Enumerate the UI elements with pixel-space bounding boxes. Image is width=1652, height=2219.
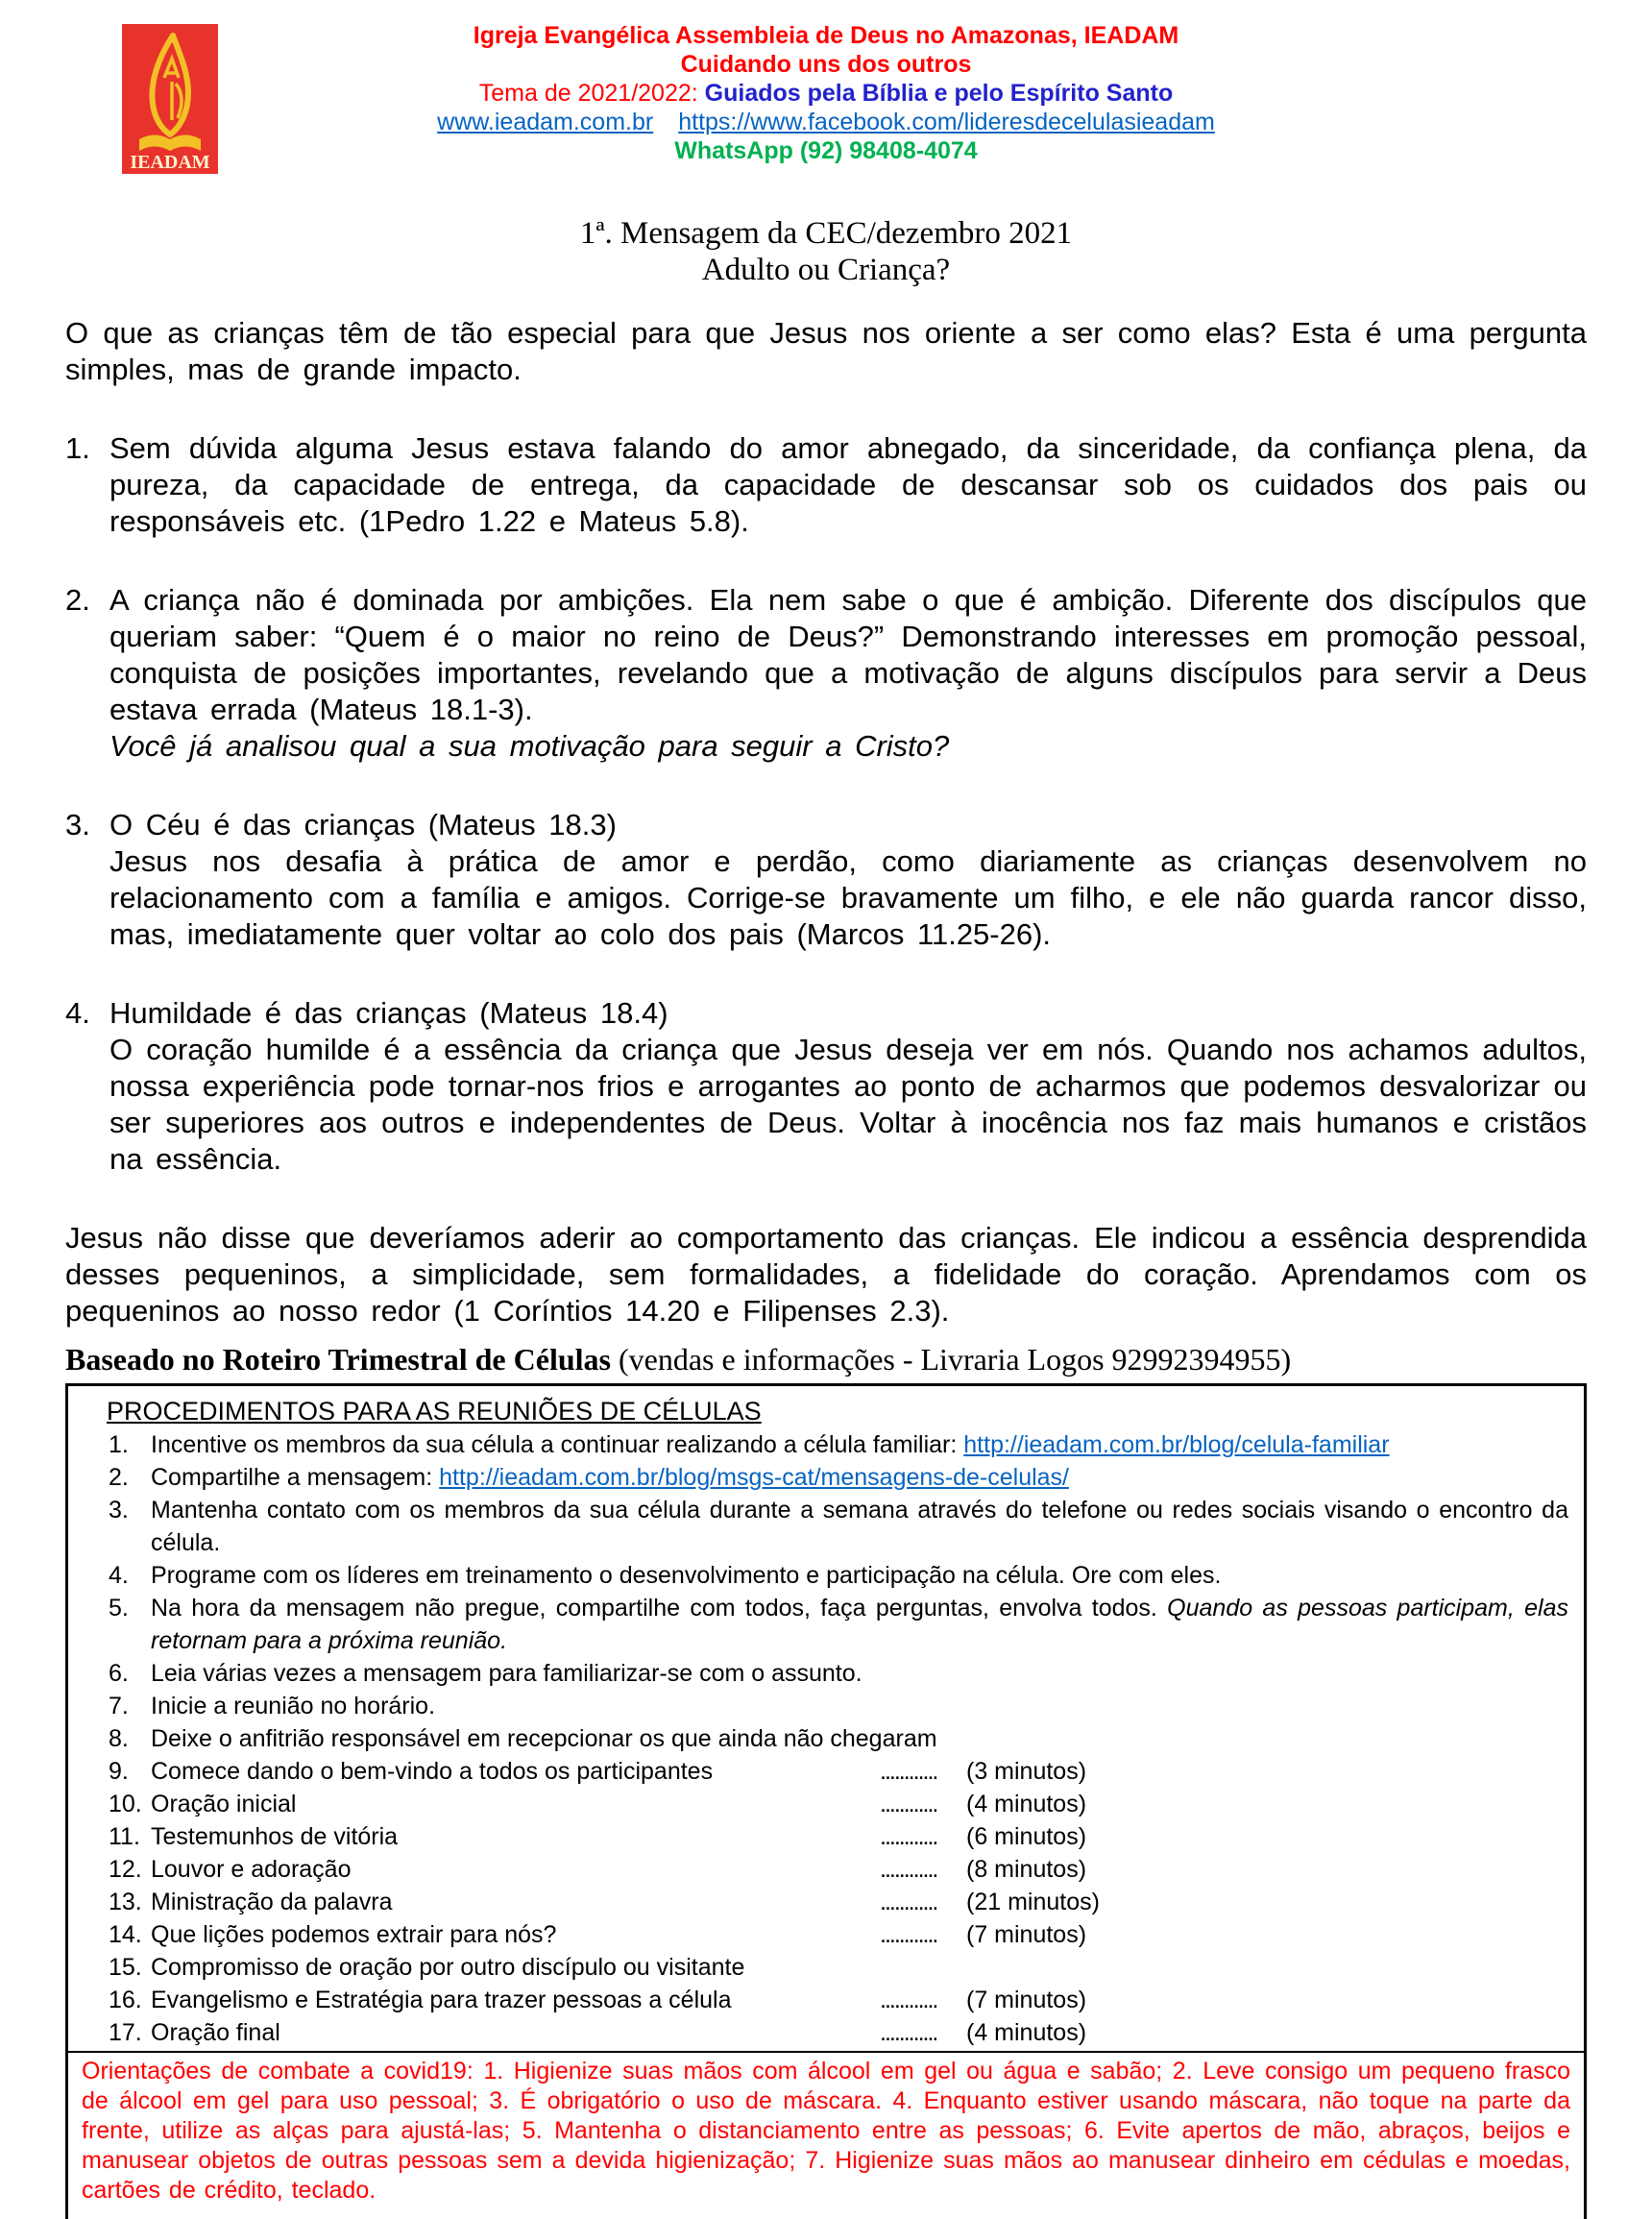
links-line <box>65 108 1587 136</box>
procedure-text: Oração inicial <box>151 1791 297 1817</box>
point-text: A criança não é dominada por ambições. Ela nem sabe o que é ambição. Diferente dos discípulos que queriam saber: “Quem é o maior no reino de Deus?” Demonstrando interesses em promoção pessoal, conquista de posições importantes, revelando que a motivação de alguns discípulos para servir a Deus estava errada (Mateus 18.1-3). <box>109 583 1587 726</box>
covid-guidelines: Orientações de combate a covid19: 1. Higienize suas mãos com álcool em gel ou água e sabão; 2. Leve consigo um pequeno frasco de álcool em gel para uso pessoal; 3. É obrigatório o uso de máscara. 4. Enquanto estiver usando máscara, não toque na parte da frente, utilize as alças para ajustá-las; 5. Mantenha o distanciamento entre as pessoas; 6. Evite apertos de mão, abraços, beijos e manusear objetos de outras pessoas sem a devida higienização; 7. Higienize suas mãos ao manusear dinheiro em cédulas e moedas, cartões de crédito, teclado. <box>68 2051 1584 2206</box>
message-point <box>65 430 1587 540</box>
procedure-item <box>84 1788 1568 1820</box>
time-leader <box>880 2016 1086 2049</box>
procedure-item <box>84 1722 1568 1755</box>
leader-dots: ............ <box>880 1987 937 2013</box>
time-leader <box>880 1788 1086 1820</box>
source-line <box>65 1341 1587 1378</box>
leader-dots: ............ <box>880 1889 937 1915</box>
procedure-item <box>84 1690 1568 1722</box>
time-leader <box>880 1853 1086 1886</box>
message-point <box>65 807 1587 953</box>
procedure-text: Oração final <box>151 2019 280 2046</box>
procedure-number: 15. <box>109 1954 142 1981</box>
procedure-text: Programe com os líderes em treinamento o desenvolvimento e participação na célula. Ore com eles. <box>151 1562 1222 1589</box>
closing-paragraph: Jesus não disse que deveríamos aderir ao comportamento das crianças. Ele indicou a essência desprendida desses pequeninos, a simplicidade, sem formalidades, a fidelidade do coração. Aprendamos com os pequeninos ao nosso redor (1 Coríntios 14.20 e Filipenses 2.3). <box>65 1221 1587 1328</box>
source-line-bold: Baseado no Roteiro Trimestral de Células <box>65 1342 611 1377</box>
intro-paragraph: O que as crianças têm de tão especial para que Jesus nos oriente a ser como elas? Esta é uma pergunta simples, mas de grande impacto. <box>65 316 1587 386</box>
point-text: Você já analisou qual a sua motivação para seguir a Cristo? <box>109 729 950 763</box>
procedure-number: 11. <box>109 1823 140 1850</box>
point-number: 1. <box>65 431 90 465</box>
procedure-link[interactable]: http://ieadam.com.br/blog/celula-familiar <box>963 1431 1390 1458</box>
procedure-number: 8. <box>109 1725 129 1752</box>
time-leader <box>880 1886 1100 1918</box>
procedure-item <box>84 1494 1568 1559</box>
source-line-rest: (vendas e informações - Livraria Logos 92992394955) <box>610 1342 1292 1377</box>
time-leader <box>880 1984 1086 2016</box>
church-name-line: Igreja Evangélica Assembleia de Deus no Amazonas, IEADAM <box>473 22 1179 49</box>
procedure-item <box>84 1951 1568 1984</box>
time-leader <box>880 1820 1086 1853</box>
time-leader <box>880 1918 1086 1951</box>
message-title-line1: 1ª. Mensagem da CEC/dezembro 2021 <box>579 216 1073 251</box>
procedure-text: Compartilhe a mensagem: <box>151 1464 440 1491</box>
procedure-item <box>84 1886 1568 1918</box>
procedure-number: 2. <box>109 1464 129 1491</box>
point-text: O Céu é das crianças (Mateus 18.3) <box>109 808 617 841</box>
message-point <box>65 582 1587 765</box>
duration-label: (4 minutos) <box>966 2019 1087 2046</box>
duration-label: (7 minutos) <box>966 1987 1087 2013</box>
procedure-number: 6. <box>109 1660 129 1687</box>
message-points <box>65 388 1587 1178</box>
procedure-text: Comece dando o bem-vindo a todos os participantes <box>151 1758 714 1785</box>
leader-dots: ............ <box>880 1856 937 1883</box>
procedure-number: 13. <box>109 1889 142 1915</box>
procedure-text: Leia várias vezes a mensagem para familiarizar-se com o assunto. <box>151 1660 862 1687</box>
procedure-text-italic: Quando as pessoas participam, elas retornam para a próxima reunião. <box>151 1595 1568 1654</box>
procedure-item <box>84 1918 1568 1951</box>
procedure-number: 17. <box>109 2019 142 2046</box>
procedure-item <box>84 1657 1568 1690</box>
procedure-text: Inicie a reunião no horário. <box>151 1693 436 1719</box>
leader-dots: ............ <box>880 1791 937 1817</box>
procedure-number: 4. <box>109 1562 129 1589</box>
procedure-item <box>84 1853 1568 1886</box>
procedure-item <box>84 1820 1568 1853</box>
procedure-text: Testemunhos de vitória <box>151 1823 399 1850</box>
duration-label: (21 minutos) <box>966 1889 1100 1915</box>
theme-text: Guiados pela Bíblia e pelo Espírito Santo <box>704 80 1174 107</box>
point-text: O coração humilde é a essência da criança que Jesus deseja ver em nós. Quando nos achamos adultos, nossa experiência pode tornar-nos frios e arrogantes ao ponto de acharmos que podemos desvalorizar ou ser superiores aos outros e independentes de Deus. Voltar à inocência nos faz mais humanos e cristãos na essência. <box>109 1033 1587 1176</box>
procedure-text: Deixe o anfitrião responsável em recepcionar os que ainda não chegaram <box>151 1725 937 1752</box>
theme-prefix: Tema de 2021/2022: <box>478 80 705 107</box>
procedure-text: Mantenha contato com os membros da sua célula durante a semana através do telefone ou redes sociais visando o encontro da célula. <box>151 1497 1568 1556</box>
procedure-number: 5. <box>109 1595 129 1622</box>
procedure-number: 3. <box>109 1497 129 1524</box>
point-number: 4. <box>65 996 90 1030</box>
procedures-heading: PROCEDIMENTOS PARA AS REUNIÕES DE CÉLULAS <box>107 1397 762 1426</box>
procedure-text: Incentive os membros da sua célula a continuar realizando a célula familiar: <box>151 1431 964 1458</box>
procedure-number: 7. <box>109 1693 129 1719</box>
procedure-text: Que lições podemos extrair para nós? <box>151 1921 557 1948</box>
leader-dots: ............ <box>880 2019 937 2046</box>
procedure-number: 9. <box>109 1758 129 1785</box>
logo-wordmark: IEADAM <box>130 152 210 173</box>
procedure-text: Ministração da palavra <box>151 1889 393 1915</box>
leader-dots: ............ <box>880 1921 937 1948</box>
procedure-text: Na hora da mensagem não pregue, compartilhe com todos, faça perguntas, envolva todos. <box>151 1595 1168 1622</box>
message-point <box>65 995 1587 1178</box>
procedure-number: 10. <box>109 1791 142 1817</box>
procedure-number: 16. <box>109 1987 142 2013</box>
duration-label: (6 minutos) <box>966 1823 1087 1850</box>
procedure-item <box>84 1461 1568 1494</box>
point-text: Sem dúvida alguma Jesus estava falando do amor abnegado, da sinceridade, da confiança plena, da pureza, da capacidade de entrega, da capacidade de descansar sob os cuidados dos pais ou responsáveis etc. (1Pedro 1.22 e Mateus 5.8). <box>109 431 1587 538</box>
procedure-item <box>84 1592 1568 1657</box>
procedure-item <box>84 2016 1568 2049</box>
procedure-text: Compromisso de oração por outro discípulo ou visitante <box>151 1954 745 1981</box>
facebook-link[interactable]: https://www.facebook.com/lideresdecelulasieadam <box>678 109 1215 135</box>
procedure-number: 12. <box>109 1856 142 1883</box>
time-leader <box>880 1755 1086 1788</box>
procedure-link[interactable]: http://ieadam.com.br/blog/msgs-cat/mensagens-de-celulas/ <box>439 1464 1069 1491</box>
duration-label: (3 minutos) <box>966 1758 1087 1785</box>
letterhead <box>65 21 1587 165</box>
whatsapp-line: WhatsApp (92) 98408-4074 <box>674 137 978 164</box>
website-link[interactable]: www.ieadam.com.br <box>437 109 654 135</box>
motto-line: Cuidando uns dos outros <box>680 51 972 78</box>
theme-line <box>65 79 1587 108</box>
duration-label: (7 minutos) <box>966 1921 1087 1948</box>
point-text: Humildade é das crianças (Mateus 18.4) <box>109 996 668 1030</box>
point-number: 2. <box>65 583 90 617</box>
procedure-item <box>84 1984 1568 2016</box>
message-title-line2: Adulto ou Criança? <box>701 253 951 287</box>
duration-label: (4 minutos) <box>966 1791 1087 1817</box>
procedure-number: 1. <box>109 1431 129 1458</box>
message-title <box>65 215 1587 288</box>
procedures-list <box>84 1428 1568 2049</box>
procedure-text: Evangelismo e Estratégia para trazer pessoas a célula <box>151 1987 732 2013</box>
leader-dots: ............ <box>880 1758 937 1785</box>
procedure-number: 14. <box>109 1921 142 1948</box>
duration-label: (8 minutos) <box>966 1856 1087 1883</box>
procedure-item <box>84 1428 1568 1461</box>
church-logo <box>122 24 218 174</box>
point-text: Jesus nos desafia à prática de amor e perdão, como diariamente as crianças desenvolvem no relacionamento com a família e amigos. Corrige-se bravamente um filho, e ele não guarda rancor disso, mas, imediatamente quer voltar ao colo dos pais (Marcos 11.25-26). <box>109 844 1587 951</box>
ieadam-flame-logo-graphic <box>122 24 218 174</box>
procedure-item <box>84 1755 1568 1788</box>
procedure-item <box>84 1559 1568 1592</box>
procedures-box <box>65 1383 1587 2219</box>
procedure-text: Louvor e adoração <box>151 1856 352 1883</box>
leader-dots: ............ <box>880 1823 937 1850</box>
point-number: 3. <box>65 808 90 841</box>
